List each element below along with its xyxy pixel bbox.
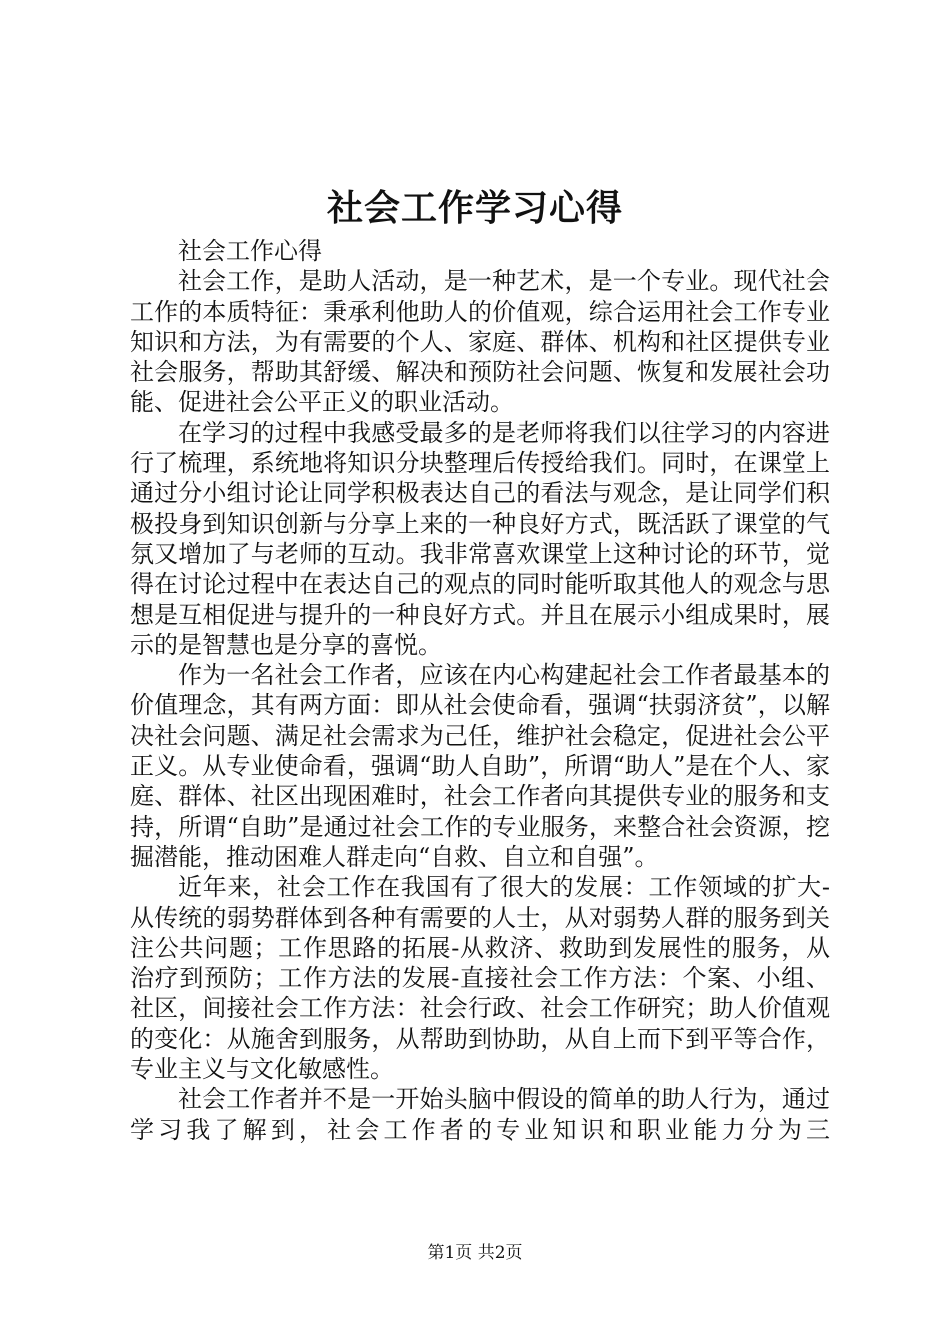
document-title: 社会工作学习心得 — [326, 187, 623, 229]
page-footer: 第1页 共2页 — [427, 1243, 523, 1263]
paragraph-subtitle: 社会工作心得 — [178, 237, 322, 265]
paragraph-definition: 社会工作，是助人活动，是一种艺术，是一个专业。现代社会工作的本质特征：秉承利他助人的价值观，综合运用社会工作专业知识和方法，为有需要的个人、家庭、群体、机构和社区提供专业社会服务，帮助其舒缓、解决和预防社会问题、恢复和发展社会功能、促进社会公平正义的职业活动。 — [130, 267, 830, 417]
paragraph-development: 近年来，社会工作在我国有了很大的发展：工作领域的扩大-从传统的弱势群体到各种有需要的人士，从对弱势人群的服务到关注公共问题；工作思路的拓展-从救济、救助到发展性的服务，从治疗到预防；工作方法的发展-直接社会工作方法：个案、小组、社区，间接社会工作方法：社会行政、社会工作研究；助人价值观的变化：从施舍到服务，从帮助到协助，从自上而下到平等合作，专业主义与文化敏感性。 — [130, 873, 830, 1084]
paragraph-values: 作为一名社会工作者，应该在内心构建起社会工作者最基本的价值理念，其有两方面：即从社会使命看，强调“扶弱济贫”，以解决社会问题、满足社会需求为己任，维护社会稳定，促进社会公平正义。从专业使命看，强调“助人自助”，所谓“助人”是在个人、家庭、群体、社区出现困难时，社会工作者向其提供专业的服务和支持，所谓“自助”是通过社会工作的专业服务，来整合社会资源，挖掘潜能，推动困难人群走向“自救、自立和自强”。 — [130, 661, 830, 871]
paragraph-continued: 社会工作者并不是一开始头脑中假设的简单的助人行为，通过学习我了解到，社会工作者的专业知识和职业能力分为三 — [130, 1085, 830, 1144]
document-body — [130, 236, 830, 1145]
paragraph-learning-process: 在学习的过程中我感受最多的是老师将我们以往学习的内容进行了梳理，系统地将知识分块整理后传授给我们。同时，在课堂上通过分小组讨论让同学积极表达自己的看法与观念，是让同学们积极投身到知识创新与分享上来的一种良好方式，既活跃了课堂的气氛又增加了与老师的互动。我非常喜欢课堂上这种讨论的环节，觉得在讨论过程中在表达自己的观点的同时能听取其他人的观念与思想是互相促进与提升的一种良好方式。并且在展示小组成果时，展示的是智慧也是分享的喜悦。 — [130, 418, 830, 659]
